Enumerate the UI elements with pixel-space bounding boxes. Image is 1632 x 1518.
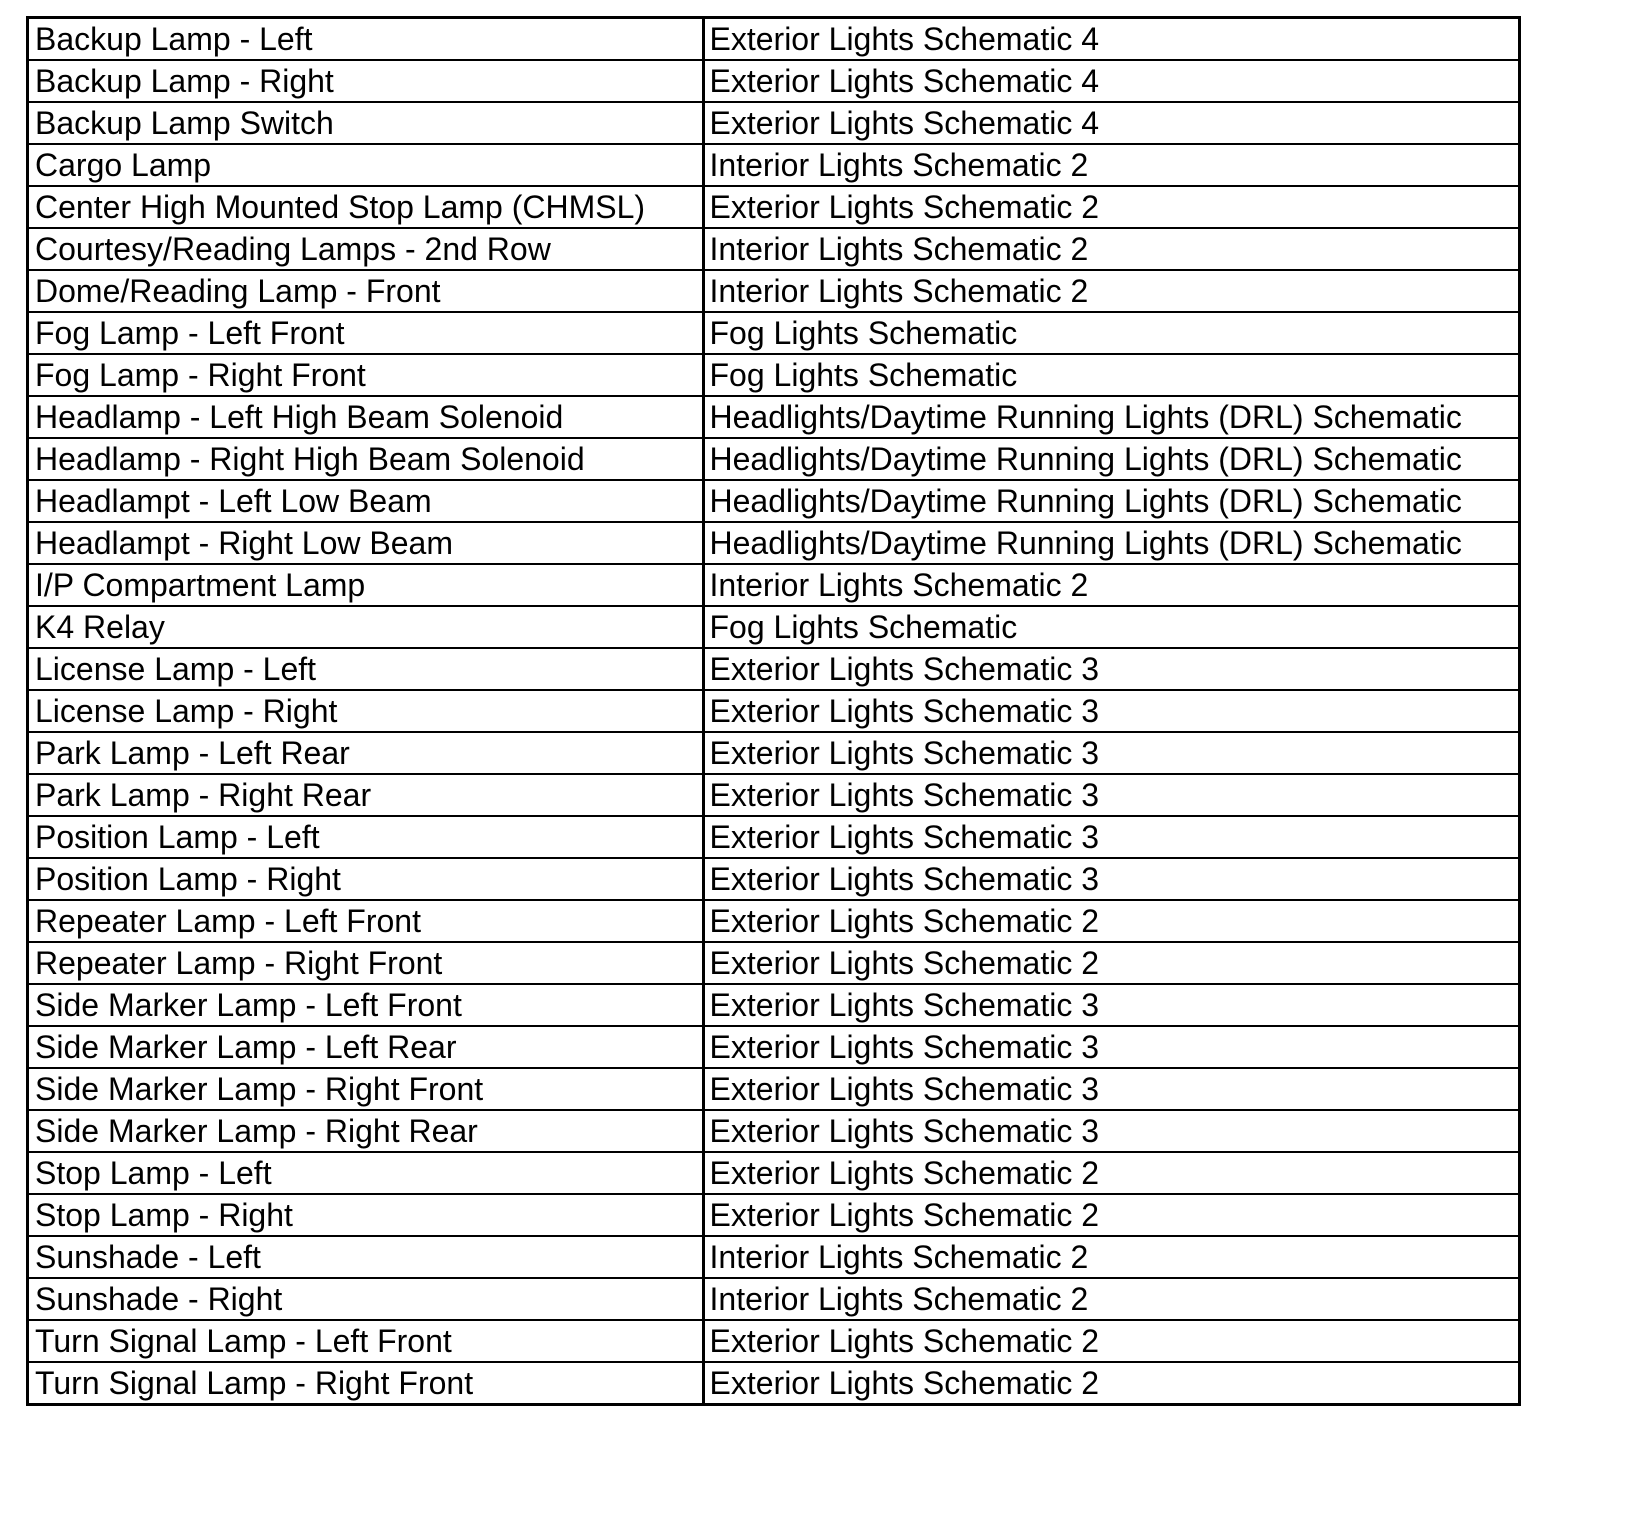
component-name-cell: Headlampt - Left Low Beam [29, 480, 703, 522]
component-name-cell: Center High Mounted Stop Lamp (CHMSL) [29, 186, 703, 228]
table-row [29, 312, 1518, 354]
schematic-reference-cell: Exterior Lights Schematic 3 [703, 648, 1518, 690]
table-row [29, 564, 1518, 606]
component-name-cell: Stop Lamp - Right [29, 1194, 703, 1236]
schematic-reference-cell: Fog Lights Schematic [703, 354, 1518, 396]
component-name-cell: Side Marker Lamp - Right Rear [29, 1110, 703, 1152]
schematic-reference-cell: Exterior Lights Schematic 2 [703, 1194, 1518, 1236]
table-row [29, 816, 1518, 858]
table-row [29, 144, 1518, 186]
schematic-reference-cell: Exterior Lights Schematic 3 [703, 1068, 1518, 1110]
schematic-reference-cell: Interior Lights Schematic 2 [703, 1236, 1518, 1278]
schematic-reference-cell: Exterior Lights Schematic 3 [703, 1110, 1518, 1152]
component-name-cell: Sunshade - Left [29, 1236, 703, 1278]
schematic-reference-cell: Interior Lights Schematic 2 [703, 1278, 1518, 1320]
schematic-reference-cell: Headlights/Daytime Running Lights (DRL) Schematic [703, 438, 1518, 480]
schematic-reference-cell: Exterior Lights Schematic 3 [703, 690, 1518, 732]
schematic-reference-cell: Exterior Lights Schematic 4 [703, 19, 1518, 60]
component-name-cell: License Lamp - Right [29, 690, 703, 732]
schematic-reference-cell: Exterior Lights Schematic 2 [709, 1365, 1099, 1401]
component-name-cell: Repeater Lamp - Left Front [29, 900, 703, 942]
table-row [29, 984, 1518, 1026]
component-index-table [29, 19, 1518, 1403]
table-row [29, 858, 1518, 900]
component-name-cell: Dome/Reading Lamp - Front [29, 270, 703, 312]
table-row [29, 60, 1518, 102]
table-row [29, 942, 1518, 984]
table-row [29, 1152, 1518, 1194]
table-row [29, 690, 1518, 732]
component-name-cell: Position Lamp - Left [29, 816, 703, 858]
table-row [29, 1068, 1518, 1110]
schematic-reference-cell: Exterior Lights Schematic 2 [703, 942, 1518, 984]
table-row [29, 1320, 1518, 1362]
component-name-cell: Stop Lamp - Left [29, 1152, 703, 1194]
schematic-reference-cell: Interior Lights Schematic 2 [703, 564, 1518, 606]
table-row [29, 228, 1518, 270]
component-name-cell: I/P Compartment Lamp [29, 564, 703, 606]
schematic-reference-cell: Exterior Lights Schematic 4 [703, 60, 1518, 102]
component-name-cell: Turn Signal Lamp - Right Front [29, 1362, 703, 1403]
table-row [29, 774, 1518, 816]
component-name-cell: Headlamp - Left High Beam Solenoid [29, 396, 703, 438]
component-index-table-frame [26, 16, 1521, 1406]
component-name-cell: K4 Relay [29, 606, 703, 648]
table-row [29, 606, 1518, 648]
table-row [29, 732, 1518, 774]
component-name-cell: Side Marker Lamp - Left Front [29, 984, 703, 1026]
component-name-cell: Courtesy/Reading Lamps - 2nd Row [29, 228, 703, 270]
component-name-cell: Backup Lamp - Left [29, 19, 703, 60]
component-name-cell: Position Lamp - Right [29, 858, 703, 900]
component-name-cell: Park Lamp - Left Rear [29, 732, 703, 774]
table-row [29, 396, 1518, 438]
table-row [29, 19, 1518, 60]
schematic-reference-cell: Exterior Lights Schematic 3 [703, 816, 1518, 858]
table-row [29, 1026, 1518, 1068]
table-row [29, 270, 1518, 312]
schematic-reference-cell: Exterior Lights Schematic 3 [703, 858, 1518, 900]
schematic-reference-cell: Exterior Lights Schematic 4 [703, 102, 1518, 144]
component-name-cell: Backup Lamp Switch [29, 102, 703, 144]
table-row [29, 1362, 1518, 1403]
schematic-reference-cell: Exterior Lights Schematic 3 [703, 1026, 1518, 1068]
schematic-reference-cell: Exterior Lights Schematic 2 [703, 1320, 1518, 1362]
schematic-reference-cell: Interior Lights Schematic 2 [703, 270, 1518, 312]
schematic-reference-cell: Exterior Lights Schematic 2 [703, 900, 1518, 942]
schematic-reference-cell: Exterior Lights Schematic 3 [703, 774, 1518, 816]
component-name-cell: Turn Signal Lamp - Left Front [29, 1320, 703, 1362]
schematic-reference-cell: Headlights/Daytime Running Lights (DRL) Schematic [703, 396, 1518, 438]
component-name-cell: Park Lamp - Right Rear [29, 774, 703, 816]
table-row [29, 1194, 1518, 1236]
schematic-reference-cell: Interior Lights Schematic 2 [703, 228, 1518, 270]
component-name-cell: Side Marker Lamp - Left Rear [29, 1026, 703, 1068]
table-row [29, 1236, 1518, 1278]
schematic-reference-cell: Exterior Lights Schematic 2 [703, 186, 1518, 228]
table-row [29, 102, 1518, 144]
schematic-reference-cell: Headlights/Daytime Running Lights (DRL) Schematic [703, 480, 1518, 522]
component-name-cell: Headlampt - Right Low Beam [29, 522, 703, 564]
table-row [29, 900, 1518, 942]
schematic-reference-cell: Exterior Lights Schematic 3 [703, 984, 1518, 1026]
component-name-cell: License Lamp - Left [29, 648, 703, 690]
table-row [29, 186, 1518, 228]
table-row [29, 1110, 1518, 1152]
table-row [29, 354, 1518, 396]
schematic-reference-cell: Exterior Lights Schematic 2 [703, 1152, 1518, 1194]
component-index-body [29, 19, 1518, 1403]
table-row [29, 648, 1518, 690]
component-name-cell: Cargo Lamp [29, 144, 703, 186]
schematic-reference-cell: Headlights/Daytime Running Lights (DRL) Schematic [703, 522, 1518, 564]
component-name-cell: Sunshade - Right [29, 1278, 703, 1320]
schematic-reference-cell: Interior Lights Schematic 2 [703, 144, 1518, 186]
table-row [29, 1278, 1518, 1320]
component-name-cell: Fog Lamp - Left Front [29, 312, 703, 354]
schematic-reference-cell: Fog Lights Schematic [703, 606, 1518, 648]
component-name-cell: Headlamp - Right High Beam Solenoid [29, 438, 703, 480]
component-name-cell: Fog Lamp - Right Front [29, 354, 703, 396]
table-row [29, 522, 1518, 564]
component-name-cell: Backup Lamp - Right [29, 60, 703, 102]
component-name-cell: Repeater Lamp - Right Front [29, 942, 703, 984]
schematic-reference-cell: Exterior Lights Schematic 3 [703, 732, 1518, 774]
table-row [29, 438, 1518, 480]
table-row [29, 480, 1518, 522]
component-name-cell: Side Marker Lamp - Right Front [29, 1068, 703, 1110]
schematic-reference-cell: Fog Lights Schematic [703, 312, 1518, 354]
